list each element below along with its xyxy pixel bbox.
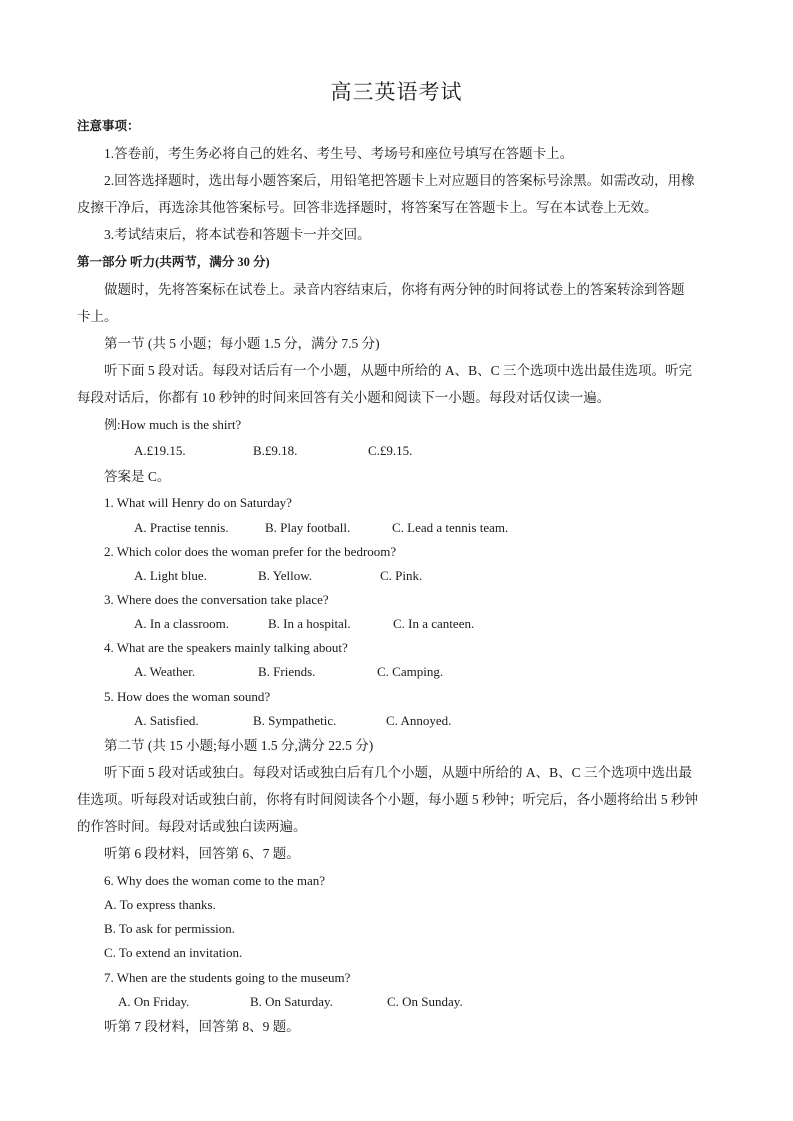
example-question: 例:How much is the shirt? bbox=[104, 417, 242, 432]
section2-heading: 第二节 (共 15 小题;每小题 1.5 分,满分 22.5 分) bbox=[104, 738, 374, 753]
example-option-b: B.£9.18. bbox=[253, 443, 298, 458]
notice-item: 3.考试结束后，将本试卷和答题卡一并交回。 bbox=[104, 227, 371, 242]
example-option-c: C.£9.15. bbox=[368, 443, 413, 458]
option-a: A. In a classroom. bbox=[134, 616, 229, 631]
question-2: 2. Which color does the woman prefer for the bedroom? bbox=[104, 544, 397, 559]
option-c: C. On Sunday. bbox=[387, 994, 463, 1009]
notice-heading: 注意事项： bbox=[77, 119, 140, 133]
option-c: C. Lead a tennis team. bbox=[392, 520, 509, 535]
question-4: 4. What are the speakers mainly talking about? bbox=[104, 640, 348, 655]
section2-instructions: 的作答时间。每段对话或独白读两遍。 bbox=[77, 819, 307, 834]
question-5: 5. How does the woman sound? bbox=[104, 689, 271, 704]
option-c: C. Annoyed. bbox=[386, 713, 452, 728]
notice-item: 皮擦干净后，再选涂其他答案标号。回答非选择题时，将答案写在答题卡上。写在本试卷上无效。 bbox=[77, 200, 658, 215]
option-b: B. In a hospital. bbox=[268, 616, 351, 631]
option-b: B. Sympathetic. bbox=[253, 713, 337, 728]
option-c: C. Camping. bbox=[377, 664, 444, 679]
option-c: C. In a canteen. bbox=[393, 616, 475, 631]
section1-instructions: 听下面 5 段对话。每段对话后有一个小题，从题中所给的 A、B、C 三个选项中选出最佳选项。听完 bbox=[104, 363, 693, 378]
notice-item: 1.答卷前，考生务必将自己的姓名、考生号、考场号和座位号填写在答题卡上。 bbox=[104, 146, 574, 161]
option-b: B. Play football. bbox=[265, 520, 351, 535]
section2-instructions: 听下面 5 段对话或独白。每段对话或独白后有几个小题，从题中所给的 A、B、C 三个选项中选出最 bbox=[104, 765, 693, 780]
question-1: 1. What will Henry do on Saturday? bbox=[104, 495, 292, 510]
part1-intro: 做题时，先将答案标在试卷上。录音内容结束后，你将有两分钟的时间将试卷上的答案转涂到答题 bbox=[104, 282, 685, 297]
material-6-label: 听第 6 段材料，回答第 6、7 题。 bbox=[104, 846, 300, 861]
page-title: 高三英语考试 bbox=[330, 80, 463, 104]
option-a: A. Satisfied. bbox=[134, 713, 199, 728]
example-option-a: A.£19.15. bbox=[134, 443, 186, 458]
option-a: A. On Friday. bbox=[118, 994, 190, 1009]
option-b: B. On Saturday. bbox=[250, 994, 333, 1009]
section1-instructions: 每段对话后，你都有 10 秒钟的时间来回答有关小题和阅读下一小题。每段对话仅读一遍。 bbox=[77, 390, 611, 405]
question-3: 3. Where does the conversation take place? bbox=[104, 592, 329, 607]
notice-item: 2.回答选择题时，选出每小题答案后，用铅笔把答题卡上对应题目的答案标号涂黑。如需改动，用橡 bbox=[104, 173, 695, 188]
option-a: A. Practise tennis. bbox=[134, 520, 229, 535]
option-a: A. Light blue. bbox=[134, 568, 207, 583]
option-a: A. To express thanks. bbox=[104, 897, 216, 912]
part1-heading: 第一部分 听力(共两节，满分 30 分) bbox=[77, 255, 270, 269]
section1-heading: 第一节 (共 5 小题；每小题 1.5 分，满分 7.5 分) bbox=[104, 336, 380, 351]
option-c: C. To extend an invitation. bbox=[104, 945, 243, 960]
material-7-label: 听第 7 段材料，回答第 8、9 题。 bbox=[104, 1019, 300, 1034]
option-c: C. Pink. bbox=[380, 568, 423, 583]
option-b: B. Friends. bbox=[258, 664, 316, 679]
option-a: A. Weather. bbox=[134, 664, 196, 679]
section2-instructions: 佳选项。听每段对话或独白前，你将有时间阅读各个小题，每小题 5 秒钟；听完后，各小题将给出 5 秒钟 bbox=[77, 792, 698, 807]
option-b: B. To ask for permission. bbox=[104, 921, 236, 936]
question-7: 7. When are the students going to the museum? bbox=[104, 970, 351, 985]
question-6: 6. Why does the woman come to the man? bbox=[104, 873, 326, 888]
option-b: B. Yellow. bbox=[258, 568, 313, 583]
example-answer: 答案是 C。 bbox=[104, 469, 171, 484]
part1-intro: 卡上。 bbox=[77, 309, 118, 324]
